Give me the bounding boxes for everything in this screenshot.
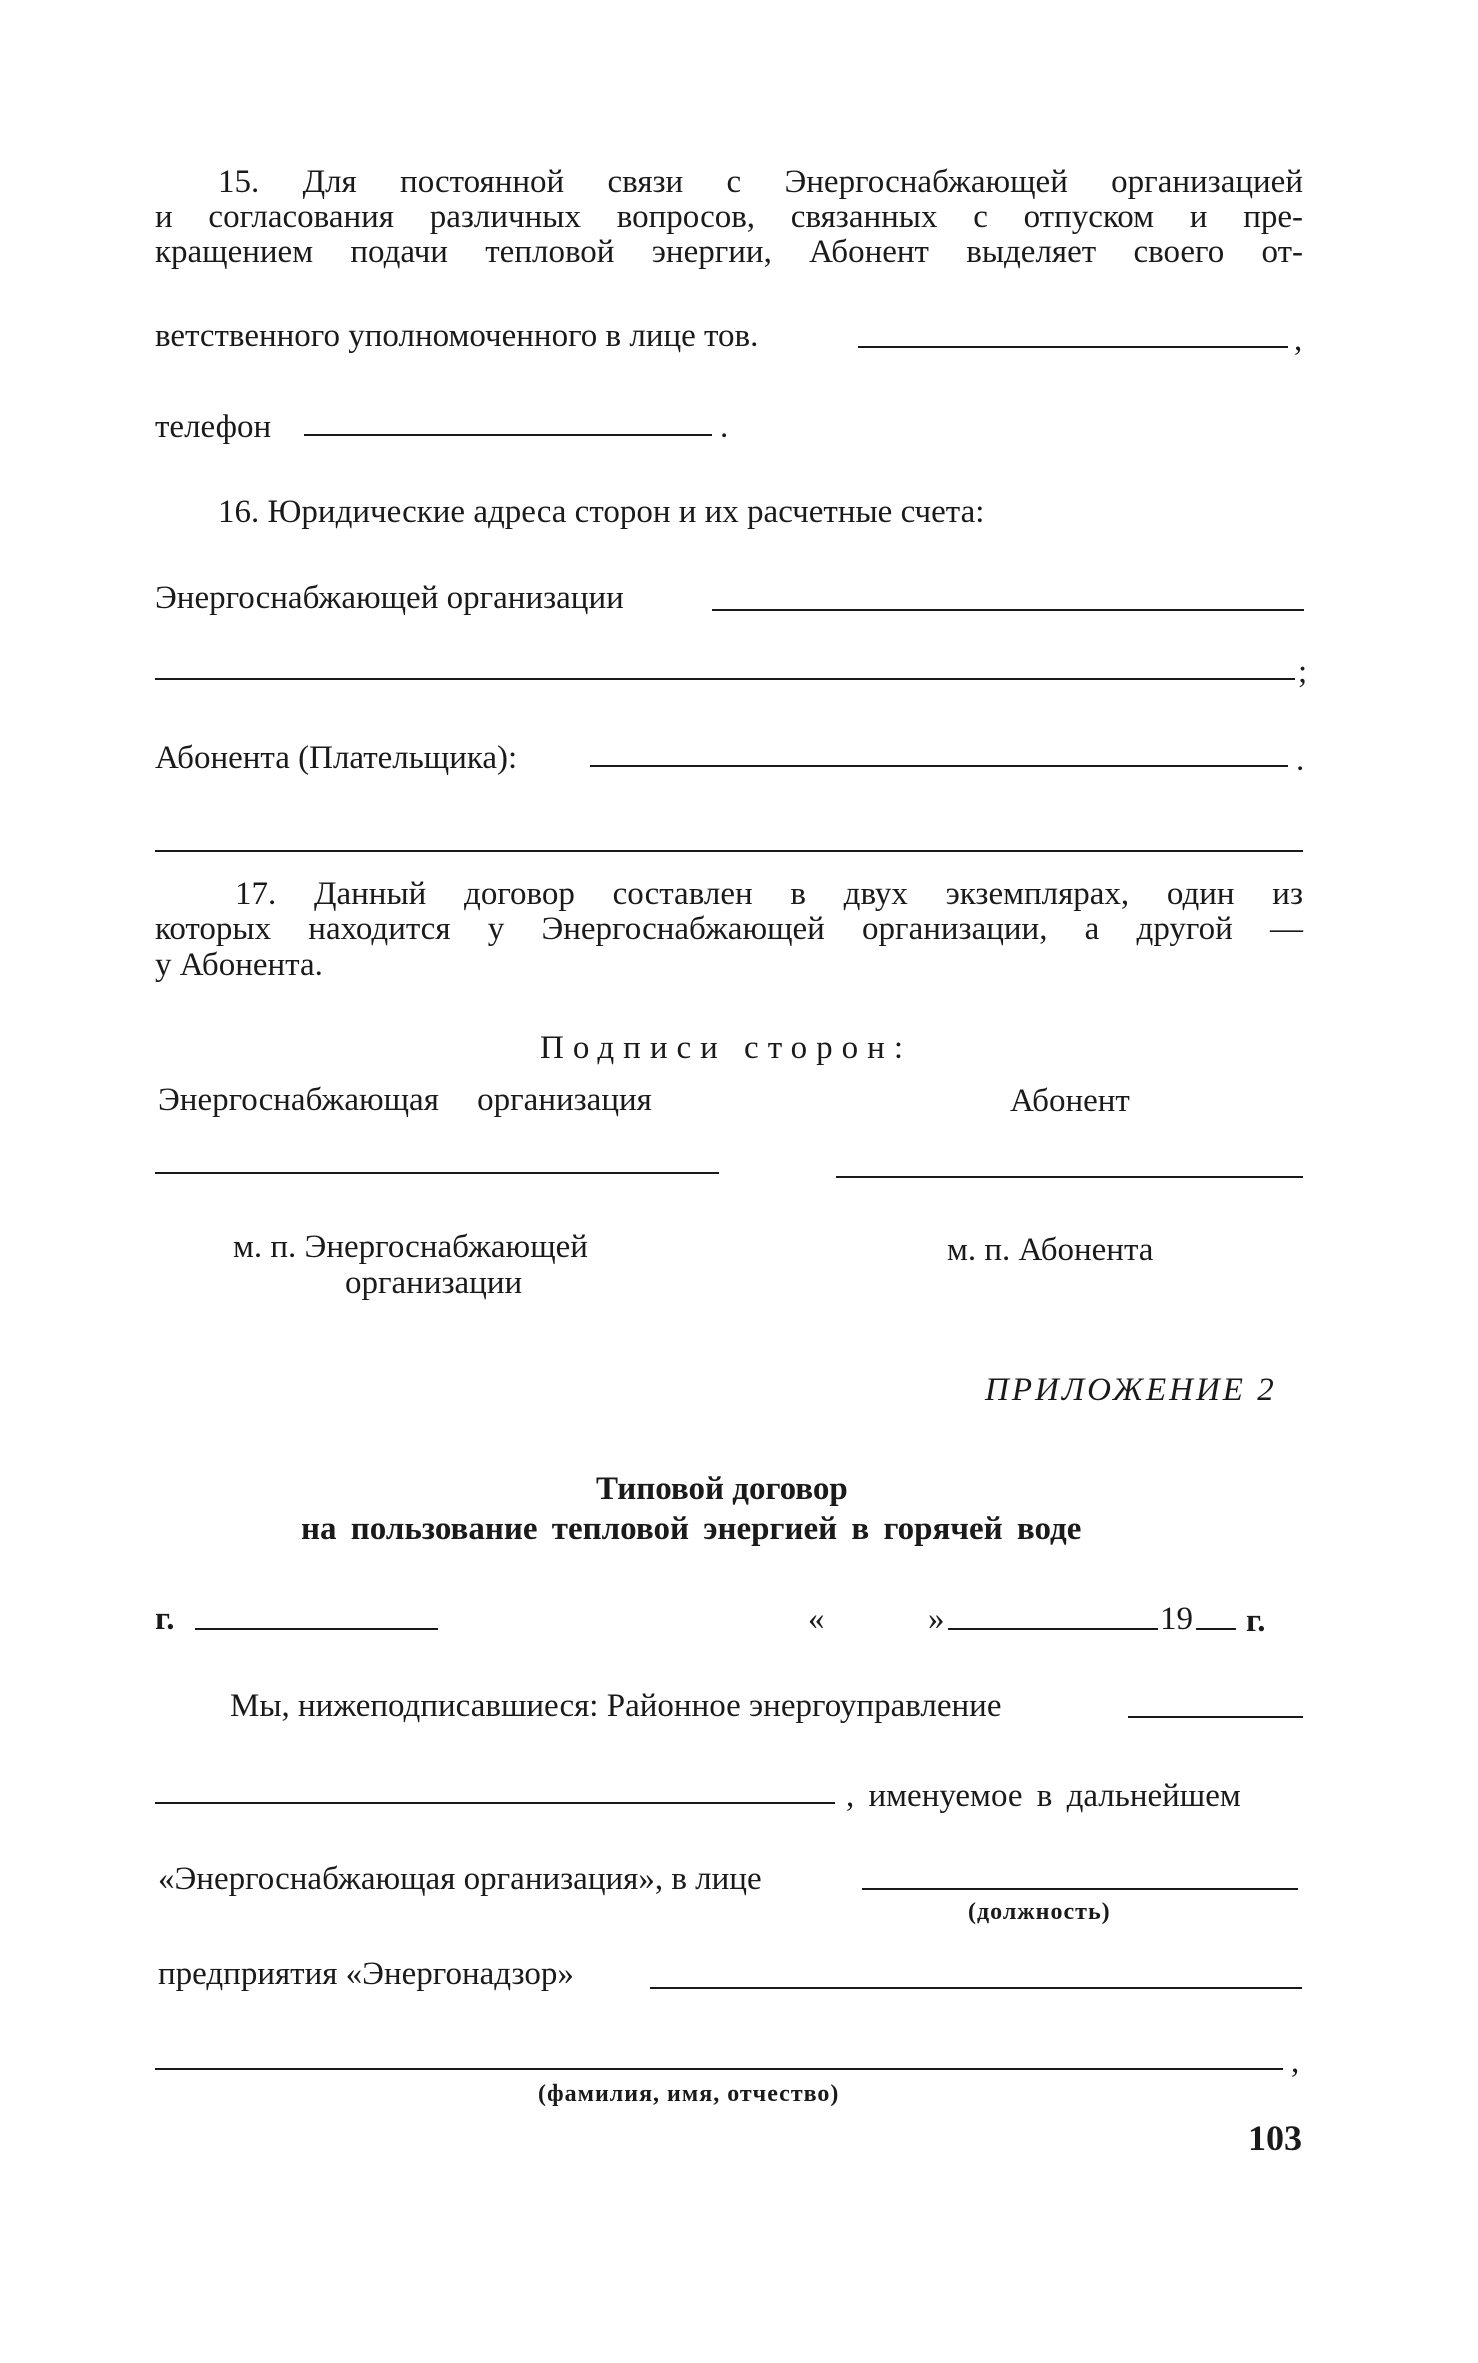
appendix-title-line-2: на пользование тепловой энергией в горячей воде — [301, 1511, 1082, 1547]
phone-label: телефон — [155, 409, 272, 445]
year-suffix: г. — [1246, 1603, 1266, 1639]
subscriber-blank-2[interactable] — [155, 850, 1303, 852]
signature-left-line[interactable] — [155, 1172, 719, 1174]
enterprise-blank[interactable] — [650, 1987, 1302, 1989]
district-blank-2[interactable] — [155, 1802, 835, 1804]
section-15-line-1: 15. Для постоянной связи с Энергоснабжающей организацией — [218, 164, 1303, 200]
supplier-blank-2[interactable] — [155, 678, 1295, 680]
fio-blank[interactable] — [155, 2068, 1283, 2070]
subscriber-blank-1[interactable] — [590, 765, 1288, 767]
signatures-heading: Подписи сторон: — [540, 1030, 913, 1066]
appendix-title-line-1: Типовой договор — [596, 1471, 848, 1507]
responsible-label: ветственного уполномоченного в лице тов. — [155, 318, 759, 354]
section-15-line-3: кращением подачи тепловой энергии, Абонент выделяет своего от- — [155, 234, 1303, 270]
date-close-quote: » — [928, 1601, 945, 1637]
district-blank-1[interactable] — [1128, 1716, 1303, 1718]
signature-right-line[interactable] — [836, 1176, 1303, 1178]
year-prefix: 19 — [1160, 1601, 1193, 1637]
supplier-blank-1[interactable] — [712, 609, 1304, 611]
section-17-line-2: которых находится у Энергоснабжающей организации, а другой — — [155, 911, 1303, 947]
signature-left-label: Энергоснабжающая организация — [158, 1082, 652, 1118]
section-15-paragraph — [155, 165, 1303, 200]
section-16-heading: 16. Юридические адреса сторон и их расчетные счета: — [218, 494, 985, 530]
org-name: «Энергоснабжающая организация», в лице — [158, 1861, 762, 1897]
fio-caption: (фамилия, имя, отчество) — [538, 2081, 840, 2107]
city-blank[interactable] — [195, 1628, 438, 1630]
subscriber-label: Абонента (Плательщика): — [155, 740, 518, 776]
city-prefix: г. — [155, 1601, 175, 1637]
phone-end-dot: . — [720, 409, 729, 445]
section-15-line-2: и согласования различных вопросов, связанных с отпуском и пре- — [155, 199, 1303, 235]
phone-blank[interactable] — [304, 434, 712, 436]
section-15-paragraph-cont — [155, 200, 1303, 270]
responsible-blank[interactable] — [858, 346, 1288, 348]
enterprise-label: предприятия «Энергонадзор» — [158, 1956, 574, 1992]
appendix-label: ПРИЛОЖЕНИЕ 2 — [985, 1372, 1277, 1408]
year-blank[interactable] — [1196, 1628, 1236, 1630]
intro-text: Мы, нижеподписавшиеся: Районное энергоуправление — [230, 1688, 1002, 1724]
section-17-line-3: у Абонента. — [155, 947, 323, 983]
responsible-end-comma: , — [1294, 322, 1303, 358]
left-seal-line-1: м. п. Энергоснабжающей — [233, 1229, 588, 1265]
section-17-paragraph — [155, 877, 1303, 912]
signature-right-label: Абонент — [1010, 1083, 1130, 1119]
supplier-end-semicolon: ; — [1298, 654, 1308, 690]
subscriber-end-dot: . — [1296, 742, 1305, 778]
fio-end-comma: , — [1291, 2044, 1300, 2080]
section-17-line-1: 17. Данный договор составлен в двух экземплярах, один из — [235, 876, 1303, 912]
section-17-paragraph-cont — [155, 912, 1303, 947]
month-blank[interactable] — [948, 1628, 1158, 1630]
left-seal-line-2: организации — [345, 1265, 523, 1301]
position-blank[interactable] — [862, 1888, 1298, 1890]
right-seal: м. п. Абонента — [947, 1232, 1154, 1268]
position-caption: (должность) — [968, 1899, 1111, 1925]
named-suffix: , именуемое в дальнейшем — [846, 1778, 1241, 1814]
page-number: 103 — [1248, 2118, 1302, 2158]
supplier-label: Энергоснабжающей организации — [155, 580, 624, 616]
date-open-quote: « — [808, 1601, 825, 1637]
